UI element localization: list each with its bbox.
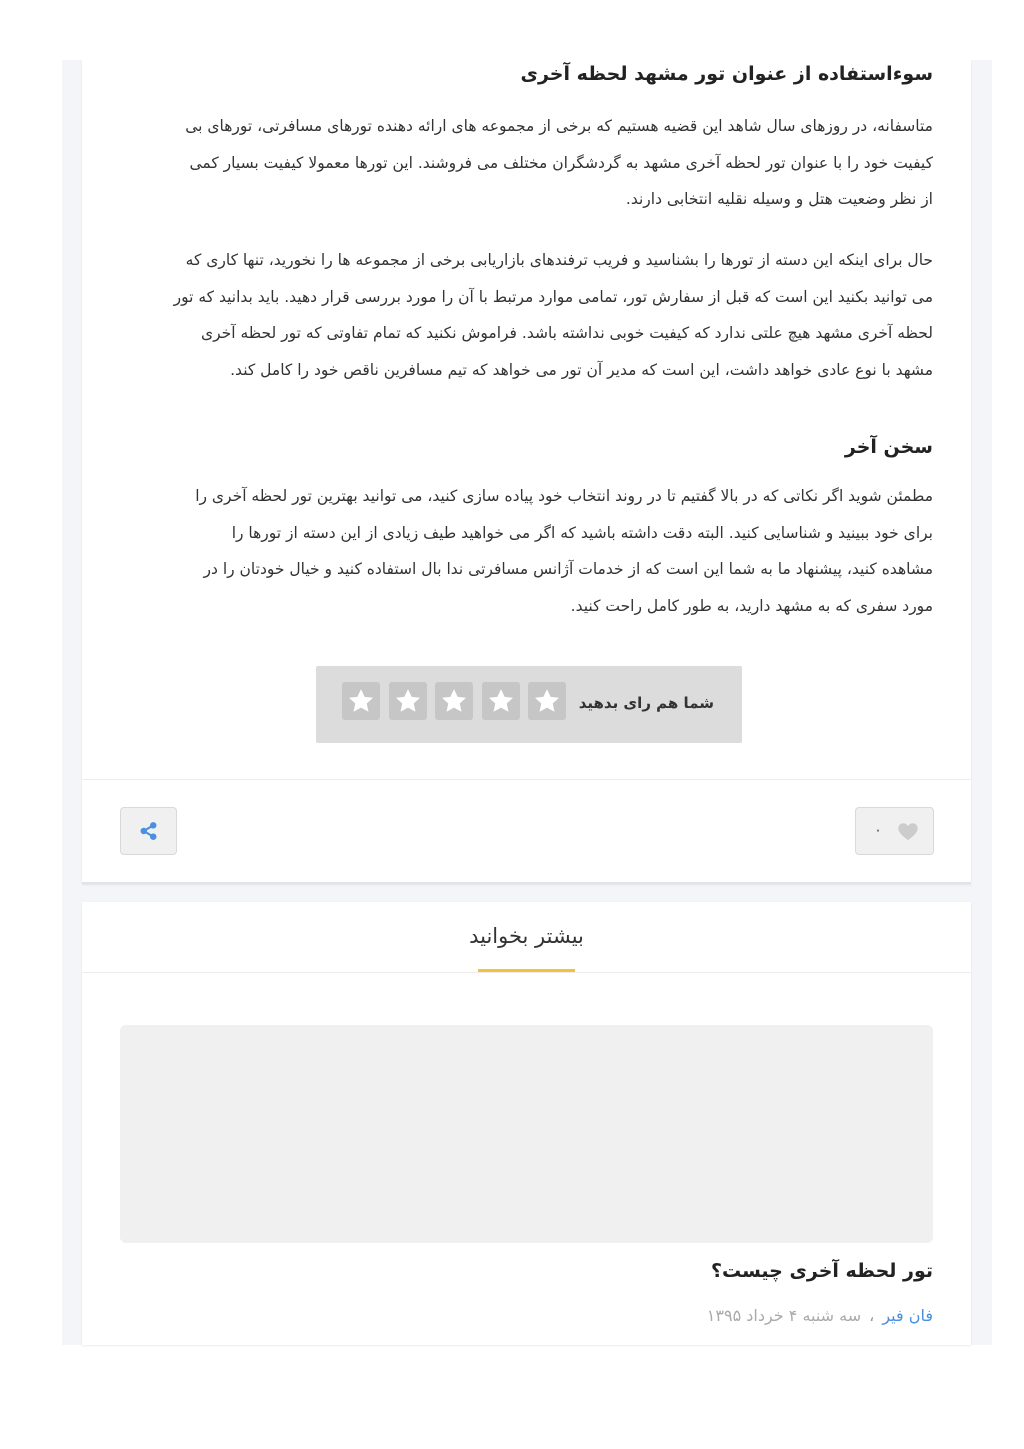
star-icon — [486, 686, 516, 716]
read-more-card — [82, 902, 971, 1345]
paragraph-line: می توانید بکنید این است که قبل از سفارش تور، تمامی موارد مرتبط با آن را مورد بررسی قرار دهید. باید بدانید که تور — [173, 287, 933, 306]
paragraph-line: برای خود ببینید و شناسایی کنید. البته دقت داشته باشید که اگر می خواهید طیف زیادی از این دسته از تورها را — [231, 523, 933, 542]
rating-star-5[interactable] — [342, 682, 380, 720]
star-icon — [346, 686, 376, 716]
paragraph-line: مطمئن شوید اگر نکاتی که در بالا گفتیم تا در روند انتخاب خود پیاده سازی کنید، می توانید بهترین تور لحظه آخری را — [195, 487, 933, 505]
meta-separator: ، — [869, 1306, 875, 1325]
paragraph-line: از نظر وضعیت هتل و وسیله نقلیه انتخابی دارند. — [625, 190, 933, 208]
paragraph-line: لحظه آخری مشهد هیچ علتی ندارد که کیفیت خوبی نداشته باشد. فراموش نکنید که تمام تفاوتی که تور لحظه آخری — [200, 324, 933, 342]
share-button[interactable] — [120, 807, 177, 855]
divider — [82, 972, 971, 973]
star-icon — [439, 686, 469, 716]
title-underline — [478, 969, 575, 972]
paragraph-line: متاسفانه، در روزهای سال شاهد این قضیه هستیم که برخی از مجموعه های ارائه دهنده تورهای مسافرتی، تورهای بی — [185, 117, 933, 135]
section-heading-final: سخن آخر — [844, 436, 933, 458]
paragraph-misuse-1 — [118, 108, 933, 218]
paragraph-line: کیفیت خود را با عنوان تور لحظه آخری مشهد به گردشگران مختلف می فروشند. این تورها معمولا کیفیت بسیار کمی — [189, 153, 933, 172]
paragraph-line: مشاهده کنید، پیشنهاد ما به شما این است که از خدمات آژانس مسافرتی ندا بال استفاده کنید و خیال خودتان را در — [203, 560, 933, 578]
rating-star-2[interactable] — [482, 682, 520, 720]
star-icon — [532, 686, 562, 716]
share-icon — [139, 821, 158, 841]
read-more-title: بیشتر بخوانید — [469, 924, 584, 948]
related-post-meta — [707, 1306, 933, 1325]
paragraph-line: حال برای اینکه این دسته از تورها را بشناسید و فریب ترفندهای بازاریابی برخی از مجموعه ها را نخورید، تنها کاری که — [185, 251, 933, 269]
like-count: ۰ — [874, 821, 883, 839]
rating-star-4[interactable] — [389, 682, 427, 720]
paragraph-line: مورد سفری که به مشهد دارید، به طور کامل راحت کنید. — [570, 596, 933, 615]
divider — [82, 779, 971, 780]
author-link[interactable]: فان فیر — [882, 1306, 933, 1325]
article-card — [82, 60, 971, 884]
paragraph-misuse-2 — [118, 242, 933, 388]
rating-star-1[interactable] — [528, 682, 566, 720]
related-post-thumbnail[interactable] — [120, 1025, 933, 1243]
post-date: سه شنبه ۴ خرداد ۱۳۹۵ — [706, 1306, 862, 1325]
heart-icon — [897, 821, 919, 841]
paragraph-final — [118, 478, 933, 624]
rating-label: شما هم رای بدهید — [578, 694, 714, 712]
star-icon — [393, 686, 423, 716]
rating-star-3[interactable] — [435, 682, 473, 720]
rating-box — [316, 666, 742, 743]
paragraph-line: مشهد با نوع عادی خواهد داشت، این است که مدیر آن تور می خواهد که تیم مسافرین ناقص خود را کامل کند. — [230, 360, 933, 379]
related-post-title[interactable]: تور لحظه آخری چیست؟ — [710, 1260, 933, 1282]
like-button[interactable] — [855, 807, 934, 855]
section-heading-misuse: سوءاستفاده از عنوان تور مشهد لحظه آخری — [520, 63, 933, 85]
